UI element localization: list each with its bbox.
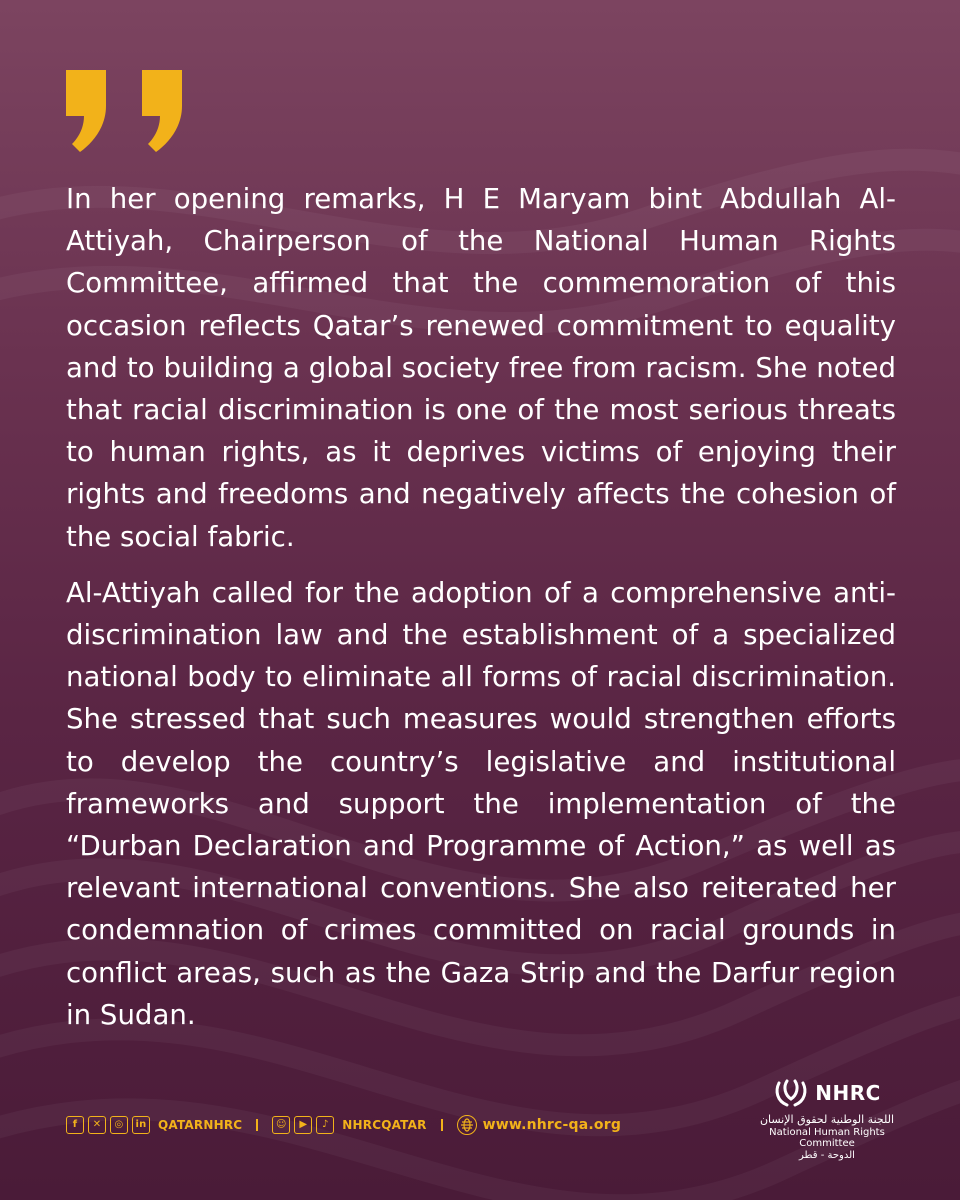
paragraph-2: Al-Attiyah called for the adoption of a comprehensive anti-discrimination law and the establishment of a specialized national body to eliminate all forms of racial discrimination. She stressed that such measures would strengthen efforts to develop the country’s legislative and institutional frameworks and support the implementation of the “Durban Declaration and Programme of Action,” as well as relevant international conventions. She also reiterated her condemnation of crimes committed on racial grounds in conflict areas, such as the Gaza Strip and the Darfur region in Sudan. — [66, 575, 896, 1031]
footer-social-bar — [66, 1113, 621, 1137]
footer-divider — [441, 1119, 443, 1131]
paragraph-1: In her opening remarks, H E Maryam bint Abdullah Al-Attiyah, Chairperson of the National Human Rights Committee, affirmed that the commemoration of this occasion reflects Qatar’s renewed commitment to equality and to building a global society free from racism. She noted that racial discrimination is one of the most serious threats to human rights, as it deprives victims of enjoying their rights and freedoms and negatively affects the cohesion of the social fabric. — [66, 182, 896, 553]
instagram-icon[interactable]: ◎ — [110, 1116, 128, 1134]
youtube-icon[interactable]: ▶ — [294, 1116, 312, 1134]
nhrc-logo — [752, 1075, 902, 1175]
logo-city: الدوحة - قطر — [799, 1150, 855, 1161]
globe-icon — [457, 1115, 477, 1135]
facebook-icon[interactable]: f — [66, 1116, 84, 1134]
x-icon[interactable]: ✕ — [88, 1116, 106, 1134]
snapchat-icon[interactable]: ☺ — [272, 1116, 290, 1134]
linkedin-icon[interactable]: in — [132, 1116, 150, 1134]
logo-abbreviation: NHRC — [815, 1081, 881, 1105]
social-handle-nhrcqatar[interactable]: NHRCQATAR — [342, 1118, 427, 1132]
logo-arabic-name: اللجنة الوطنية لحقوق الإنسان — [759, 1113, 895, 1126]
logo-english-name: National Human Rights Committee — [769, 1127, 885, 1149]
social-handle-qatarnhrc[interactable]: QATARNHRC — [158, 1118, 243, 1132]
nhrc-emblem-icon — [773, 1077, 809, 1109]
tiktok-icon[interactable]: ♪ — [316, 1116, 334, 1134]
open-quote-icon — [62, 62, 192, 154]
website-link[interactable]: www.nhrc-qa.org — [482, 1117, 622, 1133]
article-body — [66, 178, 896, 1050]
footer-divider — [256, 1119, 258, 1131]
